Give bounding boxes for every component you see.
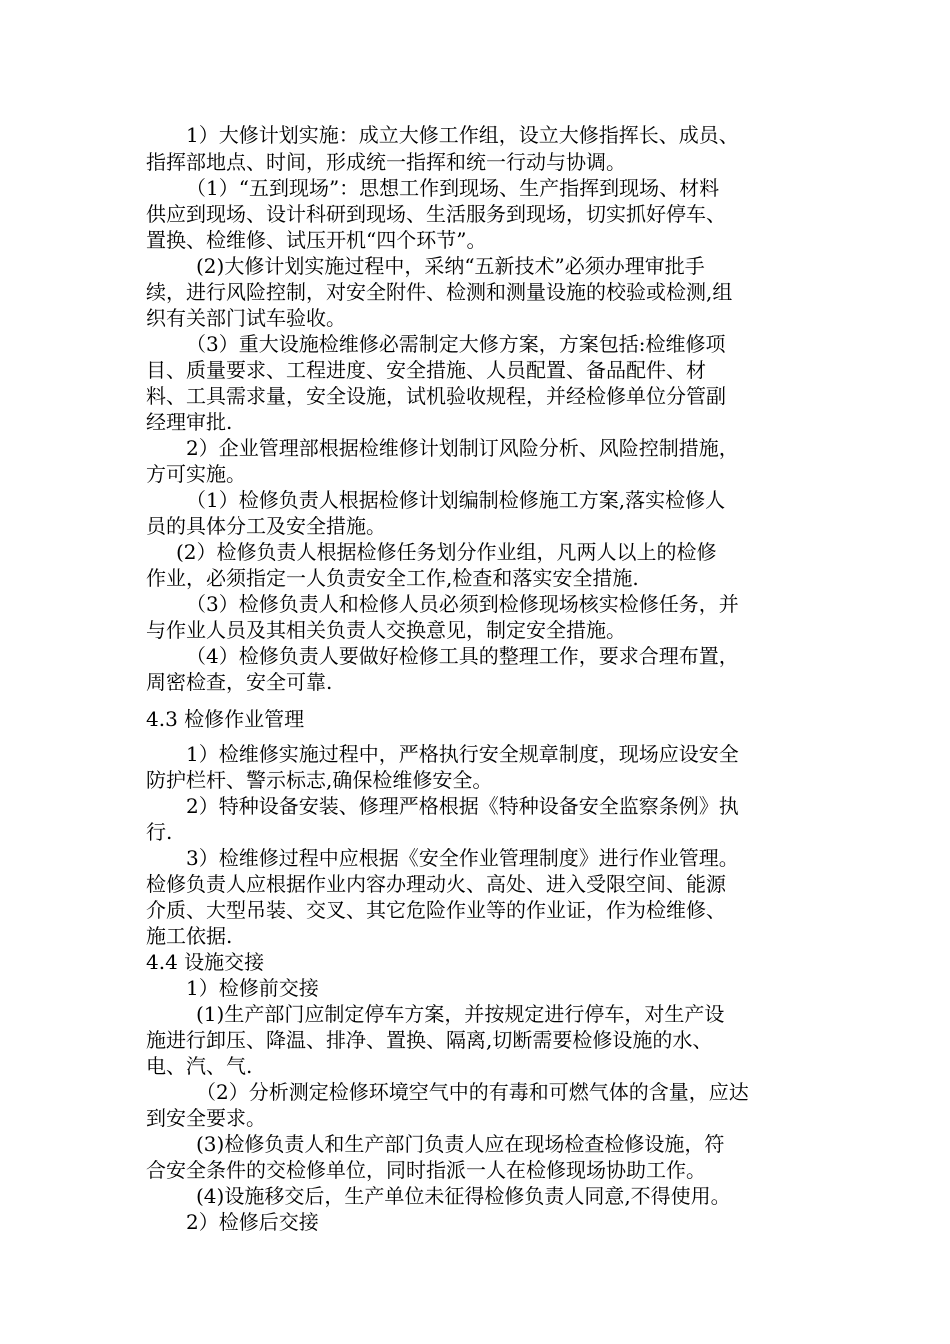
text-line: 与作业人员及其相关负责人交换意见，制定安全措施。 xyxy=(146,618,626,642)
subheading: 1）检修前交接 xyxy=(186,976,319,1000)
text-line: (1)生产部门应制定停车方案，并按规定进行停车，对生产设 xyxy=(196,1002,725,1026)
text-line: 施工依据. xyxy=(146,924,233,948)
text-line: (2）检修负责人根据检修任务划分作业组，凡两人以上的检修 xyxy=(176,540,717,564)
text-line: 续，进行风险控制，对安全附件、检测和测量设施的校验或检测,组 xyxy=(146,280,733,304)
text-line: 行. xyxy=(146,820,173,844)
text-line: (3)检修负责人和生产部门负责人应在现场检查检修设施，符 xyxy=(196,1132,725,1156)
text-line: 3）检维修过程中应根据《安全作业管理制度》进行作业管理。 xyxy=(186,846,739,870)
text-line: (2)大修计划实施过程中，采纳“五新技术”必须办理审批手 xyxy=(196,254,705,278)
text-line: 1）大修计划实施：成立大修工作组，设立大修指挥长、成员、 xyxy=(186,123,739,147)
text-line: （3）检修负责人和检修人员必须到检修现场核实检修任务，并 xyxy=(186,592,739,616)
text-line: （1）“五到现场”：思想工作到现场、生产指挥到现场、材料 xyxy=(186,176,720,200)
text-line: 指挥部地点、时间，形成统一指挥和统一行动与协调。 xyxy=(146,150,626,174)
subheading: 2）检修后交接 xyxy=(186,1210,319,1234)
text-line: 电、汽、气. xyxy=(146,1054,253,1078)
text-line: 介质、大型吊装、交叉、其它危险作业等的作业证，作为检维修、 xyxy=(146,898,726,922)
text-line: 合安全条件的交检修单位，同时指派一人在检修现场协助工作。 xyxy=(146,1158,706,1182)
section-heading: 4.3 检修作业管理 xyxy=(146,707,305,731)
text-line: 供应到现场、设计科研到现场、生活服务到现场，切实抓好停车、 xyxy=(146,202,726,226)
text-line: 到安全要求。 xyxy=(146,1106,266,1130)
text-line: 2）企业管理部根据检维修计划制订风险分析、风险控制措施， xyxy=(186,436,739,460)
text-line: 员的具体分工及安全措施。 xyxy=(146,514,386,538)
text-line: （3）重大设施检维修必需制定大修方案，方案包括:检维修项 xyxy=(186,332,726,356)
text-line: （2）分析测定检修环境空气中的有毒和可燃气体的含量，应达 xyxy=(196,1080,749,1104)
text-line: （1）检修负责人根据检修计划编制检修施工方案,落实检修人 xyxy=(186,488,726,512)
text-line: 2）特种设备安装、修理严格根据《特种设备安全监察条例》执 xyxy=(186,794,739,818)
text-line: 目、质量要求、工程进度、安全措施、人员配置、备品配件、材 xyxy=(146,358,706,382)
text-line: 防护栏杆、警示标志,确保检维修安全。 xyxy=(146,768,493,792)
text-line: （4）检修负责人要做好检修工具的整理工作，要求合理布置， xyxy=(186,644,739,668)
text-line: 置换、检维修、试压开机“四个环节”。 xyxy=(146,228,487,252)
text-line: 施进行卸压、降温、排净、置换、隔离,切断需要检修设施的水、 xyxy=(146,1028,713,1052)
text-line: 1）检维修实施过程中，严格执行安全规章制度，现场应设安全 xyxy=(186,742,739,766)
text-line: (4)设施移交后，生产单位未征得检修负责人同意,不得使用。 xyxy=(196,1184,731,1208)
text-line: 经理审批. xyxy=(146,410,233,434)
text-line: 检修负责人应根据作业内容办理动火、高处、进入受限空间、能源 xyxy=(146,872,726,896)
text-line: 作业，必须指定一人负责安全工作,检查和落实安全措施. xyxy=(146,566,639,590)
section-heading: 4.4 设施交接 xyxy=(146,950,265,974)
text-line: 织有关部门试车验收。 xyxy=(146,306,346,330)
text-line: 料、工具需求量，安全设施，试机验收规程，并经检修单位分管副 xyxy=(146,384,726,408)
text-line: 方可实施。 xyxy=(146,462,246,486)
text-line: 周密检查，安全可靠. xyxy=(146,670,333,694)
